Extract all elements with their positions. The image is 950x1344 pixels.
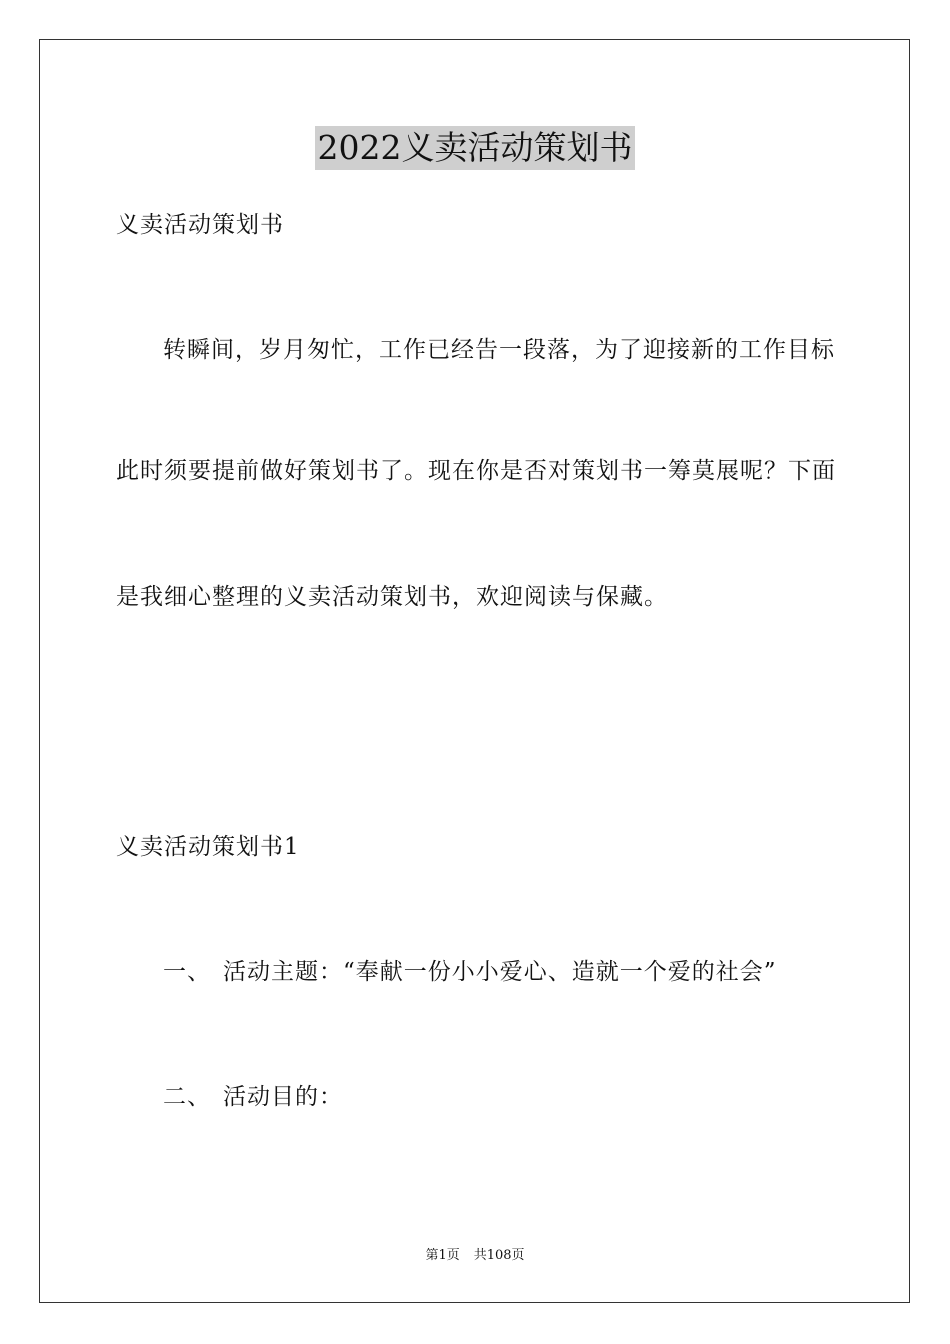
list-item [163,957,777,987]
document-subtitle: 义卖活动策划书 [116,212,284,238]
list-item-text: 活动主题：“奉献一份小小爱心、造就一个爱的社会” [223,959,777,985]
list-item-text: 活动目的： [223,1084,343,1110]
list-item-number: 一、 [163,959,211,985]
intro-line-3: 是我细心整理的义卖活动策划书，欢迎阅读与保藏。 [116,584,668,610]
list-item [163,1082,343,1112]
intro-line-1: 转瞬间，岁月匆忙，工作已经告一段落，为了迎接新的工作目标 [163,337,835,363]
document-title: 2022义卖活动策划书 [315,126,636,170]
list-item-number: 二、 [163,1084,211,1110]
page-total: 共108页 [473,1248,525,1263]
page-number: 第1页 [425,1248,460,1263]
intro-line-2: 此时须要提前做好策划书了。现在你是否对策划书一筹莫展呢？下面 [116,458,836,484]
page-footer [0,1247,950,1265]
document-title-wrap [0,126,950,176]
section-title: 义卖活动策划书1 [116,834,300,860]
